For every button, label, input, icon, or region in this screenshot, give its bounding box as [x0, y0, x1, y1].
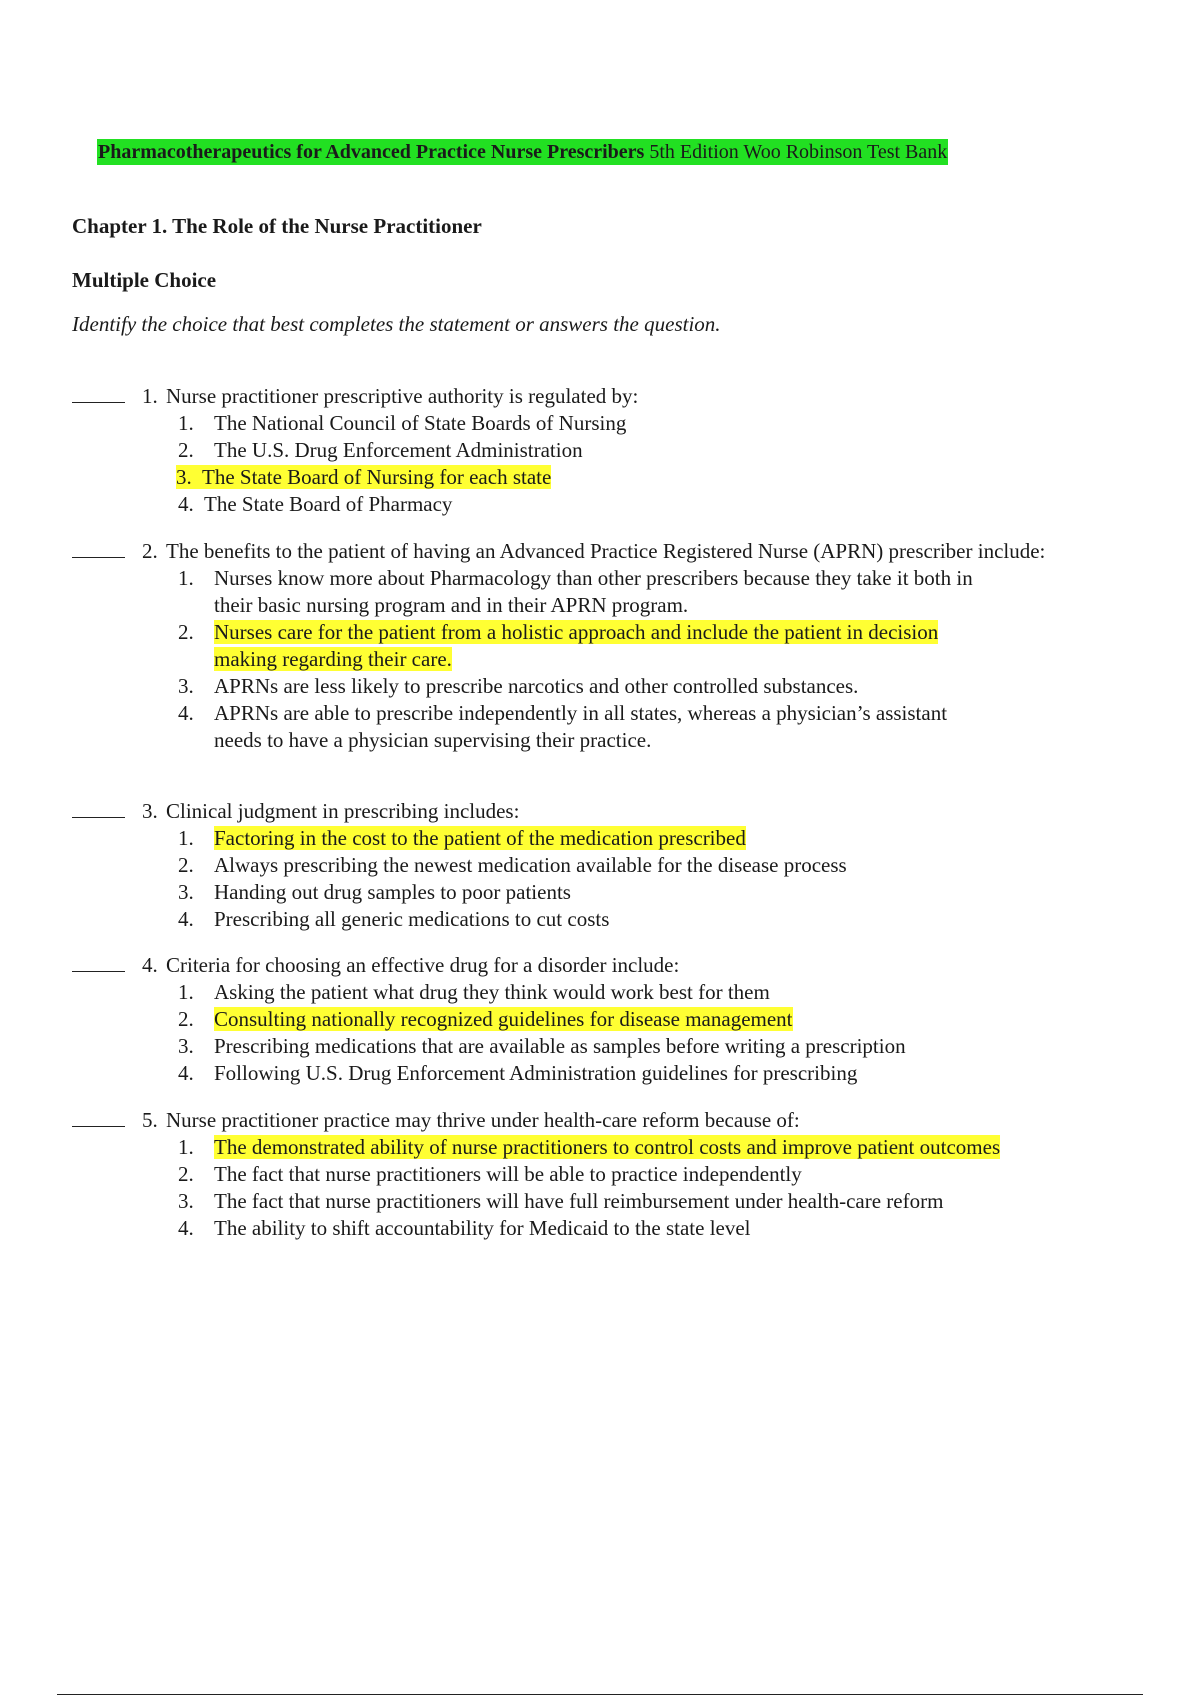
choice-number: 2. [178, 620, 194, 644]
choice-list [72, 1134, 1102, 1242]
question-number: 2. [142, 539, 158, 563]
choice-text: Asking the patient what drug they think would work best for them [214, 980, 770, 1004]
question-stem [142, 798, 1102, 825]
choice-number: 4. [178, 1216, 194, 1240]
choice-number: 3. [176, 465, 192, 489]
choice-list [72, 565, 1102, 754]
choice-item [178, 565, 1012, 619]
answer-blank[interactable] [72, 557, 125, 558]
choice-item [178, 410, 1102, 437]
question-text: Criteria for choosing an effective drug for a disorder include: [166, 953, 680, 977]
question-stem [142, 383, 1102, 410]
question-text: Nurse practitioner prescriptive authority is regulated by: [166, 384, 639, 408]
choice-list [72, 979, 1102, 1087]
document-title-rest: 5th Edition Woo Robinson Test Bank [644, 141, 948, 163]
choice-list [72, 825, 1102, 933]
choice-item [178, 1161, 1102, 1188]
question-text: Clinical judgment in prescribing includes: [166, 799, 520, 823]
choice-text: The ability to shift accountability for Medicaid to the state level [214, 1216, 751, 1240]
choice-text: Always prescribing the newest medication available for the disease process [214, 853, 847, 877]
choice-number: 1. [178, 411, 194, 435]
choice-text: The State Board of Nursing for each state [202, 465, 552, 489]
answer-highlight: The demonstrated ability of nurse practitioners to control costs and improve patient outcomes [214, 1135, 1001, 1159]
question-4 [72, 952, 1102, 1087]
choice-number: 1. [178, 980, 194, 1004]
question-2 [72, 538, 1102, 754]
document-title [97, 139, 948, 165]
question-number: 3. [142, 799, 158, 823]
choice-item [178, 437, 1102, 464]
choice-text: Prescribing all generic medications to cut costs [214, 907, 610, 931]
choice-number: 2. [178, 1007, 194, 1031]
choice-number: 3. [178, 1189, 194, 1213]
answer-blank[interactable] [72, 402, 125, 403]
footer-rule [57, 1694, 1143, 1695]
choice-text: APRNs are able to prescribe independently in all states, whereas a physician’s assistant needs to have a physician supervising their practice. [214, 701, 948, 752]
question-5 [72, 1107, 1102, 1242]
question-stem [142, 952, 1102, 979]
answer-blank[interactable] [72, 1126, 125, 1127]
choice-text: The fact that nurse practitioners will be able to practice independently [214, 1162, 802, 1186]
choice-text: The National Council of State Boards of Nursing [214, 411, 627, 435]
question-text: The benefits to the patient of having an Advanced Practice Registered Nurse (APRN) prescriber include: [166, 539, 1046, 563]
choice-number: 1. [178, 826, 194, 850]
choice-number: 2. [178, 438, 194, 462]
choice-text: The fact that nurse practitioners will have full reimbursement under health-care reform [214, 1189, 944, 1213]
question-stem [142, 538, 1166, 565]
choice-item [178, 852, 1102, 879]
choice-item-highlighted [176, 464, 1102, 491]
choice-text: Nurses know more about Pharmacology than other prescribers because they take it both in their basic nursing program and in their APRN program. [214, 566, 973, 617]
question-3 [72, 798, 1102, 933]
choice-item [178, 879, 1102, 906]
question-stem [142, 1107, 1102, 1134]
choice-number: 4. [178, 907, 194, 931]
choice-text: APRNs are less likely to prescribe narcotics and other controlled substances. [214, 674, 859, 698]
section-heading: Multiple Choice [72, 268, 217, 292]
question-text: Nurse practitioner practice may thrive under health-care reform because of: [166, 1108, 800, 1132]
choice-item-highlighted [178, 825, 1102, 852]
chapter-heading: Chapter 1. The Role of the Nurse Practitioner [72, 214, 482, 238]
choice-item [178, 906, 1102, 933]
choice-text: The U.S. Drug Enforcement Administration [214, 438, 583, 462]
choice-text: The State Board of Pharmacy [204, 492, 453, 516]
choice-text: Handing out drug samples to poor patients [214, 880, 571, 904]
choice-item [178, 1033, 1102, 1060]
choice-item [178, 979, 1102, 1006]
choice-item [178, 491, 1102, 518]
answer-highlight: Nurses care for the patient from a holistic approach and include the patient in decision making regarding their care. [214, 620, 939, 671]
choice-text: Following U.S. Drug Enforcement Administration guidelines for prescribing [214, 1061, 858, 1085]
answer-blank[interactable] [72, 971, 125, 972]
question-number: 4. [142, 953, 158, 977]
choice-number: 2. [178, 1162, 194, 1186]
answer-blank[interactable] [72, 817, 125, 818]
choice-number: 1. [178, 566, 194, 590]
choice-number: 3. [178, 1034, 194, 1058]
choice-number: 1. [178, 1135, 194, 1159]
choice-item-highlighted [178, 1134, 1032, 1161]
question-1 [72, 383, 1102, 518]
choice-list [72, 410, 1102, 518]
question-number: 5. [142, 1108, 158, 1132]
choice-number: 4. [178, 1061, 194, 1085]
instructions: Identify the choice that best completes the statement or answers the question. [72, 312, 721, 336]
document-title-bold: Pharmacotherapeutics for Advanced Practice Nurse Prescribers [98, 141, 645, 163]
choice-number: 3. [178, 880, 194, 904]
choice-text: Prescribing medications that are available as samples before writing a prescription [214, 1034, 906, 1058]
choice-item [178, 673, 1102, 700]
choice-number: 3. [178, 674, 194, 698]
answer-highlight: Consulting nationally recognized guidelines for disease management [214, 1007, 793, 1031]
choice-number: 2. [178, 853, 194, 877]
choice-item-highlighted [178, 619, 984, 673]
question-number: 1. [142, 384, 158, 408]
choice-number: 4. [178, 701, 194, 725]
choice-item [178, 1188, 994, 1215]
choice-item [178, 1060, 1102, 1087]
choice-item-highlighted [178, 1006, 1102, 1033]
choice-item [178, 1215, 1102, 1242]
answer-highlight [176, 465, 551, 489]
answer-highlight: Factoring in the cost to the patient of the medication prescribed [214, 826, 746, 850]
choice-item [178, 700, 986, 754]
choice-number: 4. [178, 492, 194, 516]
